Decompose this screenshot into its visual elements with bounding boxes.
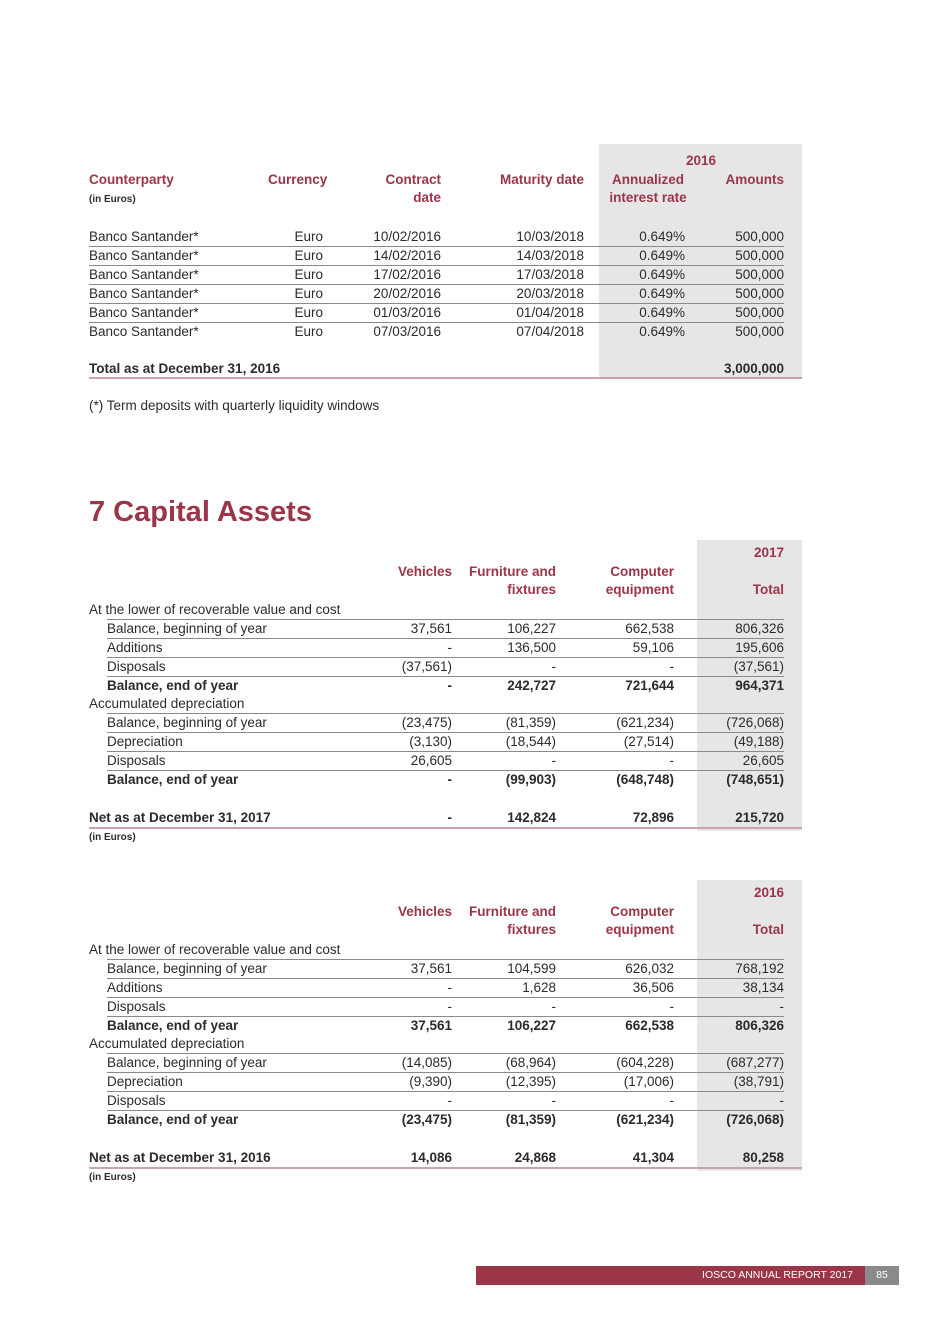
cell-counterparty: Banco Santander* <box>89 286 199 301</box>
cell-vehicles: 26,605 <box>410 753 452 768</box>
cell-vehicles: - <box>447 640 452 655</box>
subtotal-row <box>89 676 784 695</box>
table-row-label: Balance, beginning of year <box>107 1055 267 1070</box>
cell-rate: 0.649% <box>639 305 685 320</box>
cell-amount: 500,000 <box>735 324 784 339</box>
col-amounts: Amounts <box>725 172 784 187</box>
net-underline <box>89 827 802 829</box>
section-title: 7 Capital Assets <box>89 496 312 528</box>
col-furniture-line2: fixtures <box>507 582 556 597</box>
cell-maturity-date: 17/03/2018 <box>516 267 584 282</box>
table-row-label: Disposals <box>107 753 166 768</box>
cell-rate: 0.649% <box>639 229 685 244</box>
net-row-label: Net as at December 31, 2016 <box>89 1150 271 1165</box>
cell-total: (726,068) <box>726 715 784 730</box>
table-row-label: Depreciation <box>107 1074 183 1089</box>
cell-currency: Euro <box>294 305 323 320</box>
table-row-label: Disposals <box>107 659 166 674</box>
cell-total: (748,651) <box>726 772 784 787</box>
col-computer-line1: Computer <box>610 564 674 579</box>
cell-furniture: - <box>551 753 556 768</box>
table-row <box>89 303 784 322</box>
cell-counterparty: Banco Santander* <box>89 229 199 244</box>
cell-counterparty: Banco Santander* <box>89 267 199 282</box>
cell-vehicles: 37,561 <box>410 961 452 976</box>
subtotal-row-label: Balance, end of year <box>107 678 239 693</box>
cell-amount: 500,000 <box>735 305 784 320</box>
net-row <box>89 1148 784 1167</box>
cell-computer: - <box>669 659 674 674</box>
cell-furniture: - <box>551 1093 556 1108</box>
group-heading: Accumulated depreciation <box>89 1036 245 1051</box>
table-row <box>89 959 784 978</box>
subtotal-row-label: Balance, end of year <box>107 1018 239 1033</box>
cell-vehicles: (9,390) <box>409 1074 452 1089</box>
cell-total: 80,258 <box>742 1150 784 1165</box>
cell-total: 806,326 <box>735 621 784 636</box>
cell-total: (687,277) <box>726 1055 784 1070</box>
table-row <box>89 1072 784 1091</box>
cell-furniture: 24,868 <box>514 1150 556 1165</box>
in-euros-note: (in Euros) <box>89 1172 136 1183</box>
cell-contract-date: 17/02/2016 <box>373 267 441 282</box>
deposits-total-row <box>89 359 784 378</box>
cell-furniture: 104,599 <box>507 961 556 976</box>
cell-furniture: 142,824 <box>507 810 556 825</box>
cell-furniture: (81,359) <box>505 1112 556 1127</box>
cell-maturity-date: 14/03/2018 <box>516 248 584 263</box>
deposits-total-value: 3,000,000 <box>723 361 784 376</box>
footer-bar <box>476 1266 865 1285</box>
cell-furniture: 242,727 <box>507 678 556 693</box>
table-row-label: Balance, beginning of year <box>107 961 267 976</box>
cell-vehicles: (23,475) <box>401 1112 452 1127</box>
col-counterparty: Counterparty <box>89 172 174 187</box>
cell-computer: 721,644 <box>625 678 674 693</box>
deposits-total-underline <box>89 377 802 379</box>
cell-computer: (27,514) <box>623 734 674 749</box>
table-row <box>89 713 784 732</box>
table-row-label: Additions <box>107 980 163 995</box>
net-underline <box>89 1167 802 1169</box>
cell-currency: Euro <box>294 267 323 282</box>
cell-counterparty: Banco Santander* <box>89 248 199 263</box>
table-row-label: Balance, beginning of year <box>107 715 267 730</box>
cell-furniture: - <box>551 659 556 674</box>
subtotal-row <box>89 770 784 789</box>
deposits-total-label: Total as at December 31, 2016 <box>89 361 281 376</box>
cell-furniture: (18,544) <box>505 734 556 749</box>
cell-computer: 36,506 <box>632 980 674 995</box>
cell-rate: 0.649% <box>639 248 685 263</box>
cell-computer: - <box>669 753 674 768</box>
cell-vehicles: 14,086 <box>410 1150 452 1165</box>
subtotal-row-label: Balance, end of year <box>107 1112 239 1127</box>
cell-furniture: 106,227 <box>507 621 556 636</box>
group-heading: Accumulated depreciation <box>89 696 245 711</box>
table-row-label: Balance, beginning of year <box>107 621 267 636</box>
table-row <box>89 246 784 265</box>
cell-total: (49,188) <box>733 734 784 749</box>
cell-maturity-date: 07/04/2018 <box>516 324 584 339</box>
cell-computer: (621,234) <box>616 715 674 730</box>
page-number: 85 <box>876 1269 888 1281</box>
cell-vehicles: - <box>447 810 452 825</box>
col-total: Total <box>752 922 784 937</box>
subtotal-row-label: Balance, end of year <box>107 772 239 787</box>
cell-furniture: 106,227 <box>507 1018 556 1033</box>
cell-currency: Euro <box>294 324 323 339</box>
subtotal-row <box>89 1016 784 1035</box>
table-row <box>89 978 784 997</box>
table-row <box>89 1091 784 1110</box>
cell-furniture: - <box>551 999 556 1014</box>
cell-maturity-date: 10/03/2018 <box>516 229 584 244</box>
cell-counterparty: Banco Santander* <box>89 324 199 339</box>
cell-total: 26,605 <box>742 753 784 768</box>
cell-computer: 41,304 <box>632 1150 674 1165</box>
col-vehicles: Vehicles <box>397 904 452 919</box>
table-row <box>89 227 784 246</box>
col-rate-line1: Annualized <box>611 172 684 187</box>
col-contract-line1: Contract <box>385 172 441 187</box>
cell-currency: Euro <box>294 248 323 263</box>
cell-total: 195,606 <box>735 640 784 655</box>
table-row <box>89 619 784 638</box>
cell-total: - <box>779 999 784 1014</box>
cell-contract-date: 01/03/2016 <box>373 305 441 320</box>
table-row <box>89 638 784 657</box>
table-row <box>89 1053 784 1072</box>
cell-vehicles: (23,475) <box>401 715 452 730</box>
table-year: 2017 <box>753 545 784 560</box>
net-row-label: Net as at December 31, 2017 <box>89 810 271 825</box>
cell-vehicles: (14,085) <box>401 1055 452 1070</box>
cell-total: (38,791) <box>733 1074 784 1089</box>
col-computer-line1: Computer <box>610 904 674 919</box>
cell-computer: (604,228) <box>616 1055 674 1070</box>
col-contract-line2: date <box>413 190 441 205</box>
cell-total: (726,068) <box>726 1112 784 1127</box>
table-row <box>89 997 784 1016</box>
cell-contract-date: 20/02/2016 <box>373 286 441 301</box>
deposits-footnote: (*) Term deposits with quarterly liquidity windows <box>89 398 380 413</box>
cell-computer: 626,032 <box>625 961 674 976</box>
cell-maturity-date: 20/03/2018 <box>516 286 584 301</box>
table-row-label: Disposals <box>107 999 166 1014</box>
cell-total: 215,720 <box>735 810 784 825</box>
group-heading: At the lower of recoverable value and cost <box>89 942 341 957</box>
cell-currency: Euro <box>294 286 323 301</box>
col-contract <box>360 171 441 207</box>
col-computer-line2: equipment <box>605 922 674 937</box>
cell-contract-date: 10/02/2016 <box>373 229 441 244</box>
cell-rate: 0.649% <box>639 286 685 301</box>
table-row <box>89 284 784 303</box>
col-total: Total <box>752 582 784 597</box>
table-row-label: Disposals <box>107 1093 166 1108</box>
table-row <box>89 751 784 770</box>
cell-rate: 0.649% <box>639 324 685 339</box>
cell-furniture: (12,395) <box>505 1074 556 1089</box>
col-computer-line2: equipment <box>605 582 674 597</box>
cell-computer: (648,748) <box>616 772 674 787</box>
cell-total: 806,326 <box>735 1018 784 1033</box>
col-furniture-line1: Furniture and <box>469 564 556 579</box>
cell-furniture: (99,903) <box>505 772 556 787</box>
cell-furniture: 136,500 <box>507 640 556 655</box>
cell-amount: 500,000 <box>735 248 784 263</box>
cell-computer: (17,006) <box>623 1074 674 1089</box>
in-euros-note: (in Euros) <box>89 832 136 843</box>
col-currency: Currency <box>268 172 328 187</box>
cell-currency: Euro <box>294 229 323 244</box>
col-furniture-line1: Furniture and <box>469 904 556 919</box>
cell-vehicles: - <box>447 678 452 693</box>
cell-vehicles: 37,561 <box>410 621 452 636</box>
cell-furniture: (68,964) <box>505 1055 556 1070</box>
cell-total: 768,192 <box>735 961 784 976</box>
in-euros-note: (in Euros) <box>89 194 136 205</box>
cell-amount: 500,000 <box>735 229 784 244</box>
table-row <box>89 732 784 751</box>
table-row <box>89 265 784 284</box>
cell-maturity-date: 01/04/2018 <box>516 305 584 320</box>
cell-vehicles: - <box>447 980 452 995</box>
cell-computer: (621,234) <box>616 1112 674 1127</box>
col-maturity: Maturity date <box>499 172 584 187</box>
col-vehicles: Vehicles <box>397 564 452 579</box>
cell-computer: 662,538 <box>625 621 674 636</box>
col-furniture-line2: fixtures <box>507 922 556 937</box>
cell-total: (37,561) <box>733 659 784 674</box>
table-row <box>89 657 784 676</box>
cell-rate: 0.649% <box>639 267 685 282</box>
cell-contract-date: 07/03/2016 <box>373 324 441 339</box>
group-heading: At the lower of recoverable value and cost <box>89 602 341 617</box>
cell-furniture: (81,359) <box>505 715 556 730</box>
footer-report-title: IOSCO ANNUAL REPORT 2017 <box>702 1269 853 1281</box>
cell-amount: 500,000 <box>735 267 784 282</box>
cell-computer: 72,896 <box>632 810 674 825</box>
cell-computer: - <box>669 999 674 1014</box>
cell-amount: 500,000 <box>735 286 784 301</box>
cell-vehicles: - <box>447 772 452 787</box>
cell-vehicles: 37,561 <box>410 1018 452 1033</box>
table-row <box>89 322 784 341</box>
cell-vehicles: (3,130) <box>409 734 452 749</box>
deposits-year: 2016 <box>686 153 717 168</box>
cell-computer: - <box>669 1093 674 1108</box>
cell-counterparty: Banco Santander* <box>89 305 199 320</box>
cell-total: 38,134 <box>742 980 784 995</box>
cell-vehicles: - <box>447 1093 452 1108</box>
cell-total: 964,371 <box>735 678 784 693</box>
table-year: 2016 <box>753 885 784 900</box>
col-rate-line2: interest rate <box>609 190 687 205</box>
cell-contract-date: 14/02/2016 <box>373 248 441 263</box>
cell-furniture: 1,628 <box>522 980 556 995</box>
cell-computer: 59,106 <box>632 640 674 655</box>
subtotal-row <box>89 1110 784 1129</box>
footer-page-box <box>865 1266 899 1285</box>
cell-vehicles: (37,561) <box>401 659 452 674</box>
table-row-label: Depreciation <box>107 734 183 749</box>
table-row-label: Additions <box>107 640 163 655</box>
cell-vehicles: - <box>447 999 452 1014</box>
cell-total: - <box>779 1093 784 1108</box>
col-rate <box>608 171 688 207</box>
cell-computer: 662,538 <box>625 1018 674 1033</box>
net-row <box>89 808 784 827</box>
